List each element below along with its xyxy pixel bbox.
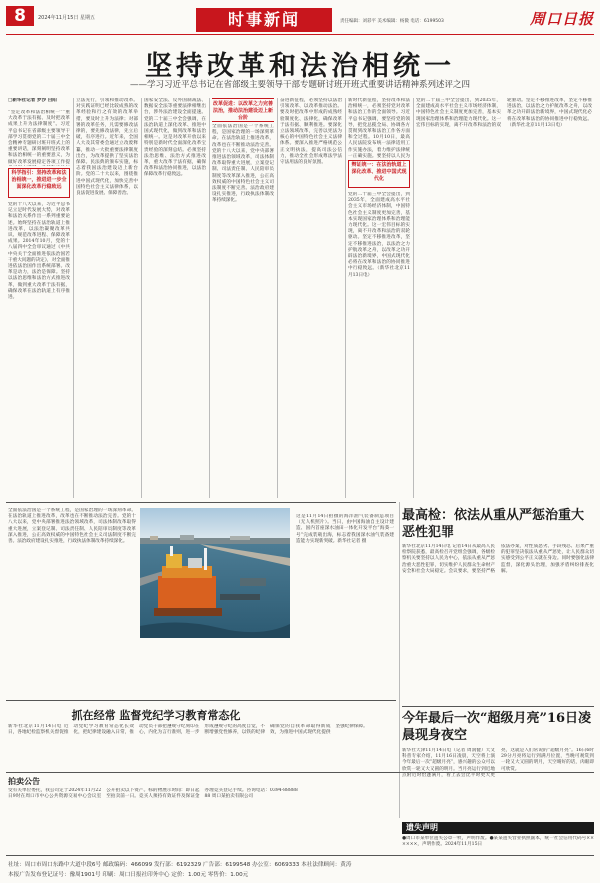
- lead-col1b-text: 党的十八大以来，习近平总书记立足时代发展大势，对改革和法治关系作出一系列重要论述。始终坚持在法治轨道上推进改革，以法治凝聚改革共识、规范改革进程、保障改革成果。2014年10月，党的十八届四中全会审议通过《中共中央关于全面推进依法治国若干重大问题的决定》，对全面推进依法治国作出系统部署。改革是动力，法治是保障。坚持以法治思维和法治方式推进改革，做到重大改革于法有据，确保改革在法治轨道上有序推进。: [8, 202, 70, 301]
- auction-notice-body: 受有关单位委托，我公司定于2024年11月22日9时在周口市中心公共资源交易中心会议室公开拍卖以下资产。标的物展示时间：即日起至拍卖前一日。竞买人须持有效证件及保证金办理竞买登记手续。咨询电话：0394-8888888 周口某拍卖有限公司: [8, 788, 298, 800]
- lead-col4-text: 全面依法治国是一个系统工程，是国家治理的一场深刻革命。在法治轨道上推进改革，改革也在不断推动法治完善。党的十八大以来，党中央部署推进法治领域改革，司法体制改革取得重大进展，立案登记制、司法责任制、人民陪审员制度等改革深入推进，公正高效权威的中国特色社会主义司法制度不断完善。法治政府建设扎实推进，行政执法体制改革持续深化。: [212, 124, 274, 204]
- editor-credits: 责任编辑：刘彩平 美术编辑：杨微 电话：6199503: [340, 19, 444, 24]
- lead-headline: 坚持改革和法治相统一: [145, 51, 455, 82]
- footer-rule: [6, 855, 594, 856]
- col-divider: [399, 502, 400, 818]
- pull-quote-1: [8, 168, 70, 198]
- issue-date: 2024年11月15日 星期五: [38, 15, 96, 21]
- page-number: 8: [6, 6, 34, 26]
- lead-col3-text: 国家安全法、反外国制裁法、数据安全法等重要法律相继出台，涉外法治建设全面提速。党的二十届三中全会强调，在法治轨道上深化改革、推进中国式现代化，做到改革和法治相统一。这是对改革开放以来特别是新时代全面深化改革宝贵经验的深刻总结。必须坚持法治思维、法治方式推进改革，重大改革于法有据，确保改革和法治协同推进，以法治保障改革行稳致远。: [144, 98, 206, 178]
- story4-body: 新华社北京11月14日电 近日，各地纪检监察机关督促推动党纪学习教育常态化长效化，把纪律建设融入日常，推动党员干部把遵规守纪刻印在心，内化为言行准则，进一步形成遵规守纪的高度自觉，不断增强党性修养，以铁的纪律确保党的自我革命取得新成效，为推进中国式现代化提供坚强纪律保障。: [8, 724, 368, 736]
- lead-subtitle: ——学习习近平总书记在省部级主要领导干部专题研讨班开班式重要讲话精神系列述评之四: [129, 80, 470, 90]
- auction-notice-title: 拍卖公告: [8, 777, 40, 786]
- pull-quote-1-text: 科学指引：坚持改革和法治相统一，推进进一步全面深化改革行稳致远: [11, 170, 67, 190]
- lost-notice-title: 遗失声明: [406, 823, 438, 832]
- col-divider: [73, 98, 74, 498]
- lead-col7-text: 党的二十届三中全会提出，到2035年，全面建成高水平社会主义市场经济体制，中国特色社会主义制度更加完善，基本实现国家治理体系和治理能力现代化。这一宏伟目标的实现，离不开改革和法治的双轮驱动。坚定不移推进改革，坚定不移推进法治，以法治之力护航改革之舟，以改革之功开辟法治新境界，中国式现代化必将在改革和法治的协同推进中行稳致远。（新华社北京11月13日电）: [416, 98, 592, 128]
- lead-byline: □新华社记者 罗沙 白阳: [8, 98, 57, 103]
- lead-col6b-text: 党的二十届三中全会提出，到2035年，全面建成高水平社会主义市场经济体制，中国特色社会主义制度更加完善，基本实现国家治理体系和治理能力现代化。这一宏伟目标的实现，离不开改革和法治的双轮驱动。坚定不移推进改革，坚定不移推进法治，以法治之力护航改革之舟，以改革之功开辟法治新境界，中国式现代化必将在改革和法治的协同推进中行稳致远。（新华社北京11月13日电）: [348, 192, 410, 278]
- section-rule: [6, 772, 594, 773]
- pull-quote-2: [212, 98, 274, 122]
- col-divider: [209, 98, 210, 498]
- lead-col2-text: 立法先行，引领和推动改革。对实践证明已经比较成熟的改革经验和行之有效的改革举措，要及时上升为法律；对部署的改革任务，凡需要修改法律的，要先修改法律，先立后破，有序进行。近年来，全国人大及其常委会通过立改废释纂，推动一大批重要法律制度出台，为改革提供了坚实法治保障。民法典的颁布实施，标志着我国法治建设迈上新台阶。党的二十大以来，围绕推进中国式现代化，加快完善中国特色社会主义法律体系，以良法促进发展、保障善治。: [76, 98, 138, 197]
- lead-col5-text: 奋进新征程，必须坚持以法治引领改革、以改革推动法治。要及时把改革中形成的成熟经验制度化、法律化，确保改革于法有据、顺利推进。要深化立法领域改革，完善以宪法为核心的中国特色社会主义法律体系。要深入推进严格规范公正文明执法，提高司法公信力，推动全社会形成尊法学法守法用法的良好氛围。: [280, 98, 342, 166]
- newspaper-masthead: 周口日报: [530, 10, 595, 28]
- section-rule: [6, 502, 396, 503]
- story2-headline: 最高检：依法从重从严惩治重大恶性犯罪: [402, 508, 585, 540]
- col-divider: [141, 98, 142, 498]
- pull-quote-3: [348, 160, 410, 188]
- pull-quote-2-text: 改革促进：以改革之力完善法治，推动法治建设迈上新台阶: [212, 101, 273, 121]
- story3-headline: 今年最后一次“超级月亮”16日凌晨现身夜空: [402, 711, 592, 743]
- lead-col6a-text: 新时代新征程，坚持改革和法治相统一，必须坚持党对改革和法治工作的全面领导。习近平总书记强调，要坚持党的领导，把党总揽全局、协调各方贯彻到改革和法治工作各方面和全过程。10月10日，最高人民法院发布统一法律适用工作实施办法，着力维护法律统一正确实施。要坚持以人民为: [348, 98, 410, 158]
- section-rule: [6, 700, 396, 701]
- section-title: 时事新闻: [196, 8, 332, 32]
- col-divider: [277, 98, 278, 498]
- footer-line-1: 社址：周口市周口东路中大道中段6号 邮政编码：466099 发行部：6192329 广告部：6199548 办公室：6069333 本社法律顾问：黄涛: [8, 862, 352, 868]
- header-rule: [6, 34, 594, 35]
- oil-platform-photo: [140, 508, 290, 638]
- news-photo: [140, 508, 290, 638]
- story2-body: 新华社北京11月14日电 记者14日从最高人民检察院获悉，最高检召开党组会强调，各级检察机关要坚持以人民为中心，依法从重从严惩治重大恶性犯罪，切实维护人民群众生命财产安全和社会大局稳定。会议要求，要坚持严格依法办案，对性质恶劣、手段残忍、后果严重的犯罪坚决依法从重从严惩处，让人民群众切实感受到公平正义就在身边。同时要强化法律监督，深化源头治理，加强矛盾纠纷排查化解。: [402, 544, 594, 574]
- photo-caption: 这是11月14日拍摄的海洋油气装备制造项目（无人机照片）。当日，由中国海油自主设计建造、国内首座深水油田一体化开发平台“海葵一号”完成装载出海，标志着我国深水油气装备建造能力实现新突破。新华社记者 摄: [296, 514, 394, 544]
- story3-body: 新华社天津11月14日电（记者 周润健）天文科普专家介绍，11月16日凌晨，天空将上演今年最后一次“超级月亮”，感兴趣的公众可以欣赏一轮又大又圆的明月。当月亮运行到近地点附近时恰逢满月，看上去会比平时更大更亮，这就是人们常说的“超级月亮”。16日6时29分月亮将运行到满月位置，当晚可观赏到一轮又大又圆的明月，天空晴好的话，肉眼即可欣赏。: [402, 748, 594, 778]
- lower-left-text: 全面依法治国是一个系统工程，是国家治理的一场深刻革命。在法治轨道上推进改革，改革也在不断推动法治完善。党的十八大以来，党中央部署推进法治领域改革，司法体制改革取得重大进展，立案登记制、司法责任制、人民陪审员制度等改革深入推进，公正高效权威的中国特色社会主义司法制度不断完善。法治政府建设扎实推进，行政执法体制改革持续深化。: [8, 508, 136, 545]
- lead-col1-text: “坚定改革和法治相统一”“重大改革于法有据、及时把改革成果上升为法律制度”。习近平总书记在省部级主要领导干部学习贯彻党的二十届三中全会精神专题研讨班开班式上的重要讲话，深刻阐明坚持改革和法治相统一的重要意义，为做好改革发展稳定各项工作提: [8, 110, 70, 165]
- lost-notice-header: [402, 822, 594, 834]
- pull-quote-3-text: 辩证统一：在法治轨道上深化改革、推进中国式现代化: [351, 162, 407, 182]
- lost-notice-body: ●周口市某单位遗失公章一枚，声明作废。●某某遗失营业执照副本，统一社会信用代码号××××××，声明作废。2024年11月15日: [402, 836, 594, 848]
- story4-headline: 抓在经常 监督党纪学习教育常态化: [71, 709, 241, 722]
- footer-line-2: 本报广告发布登记证号：豫周1901号 印刷：周口日报社印务中心 定价：1.00元 零售价：1.00元: [8, 872, 249, 878]
- section-rule: [402, 706, 594, 707]
- col-divider: [413, 98, 414, 498]
- col-divider: [345, 98, 346, 498]
